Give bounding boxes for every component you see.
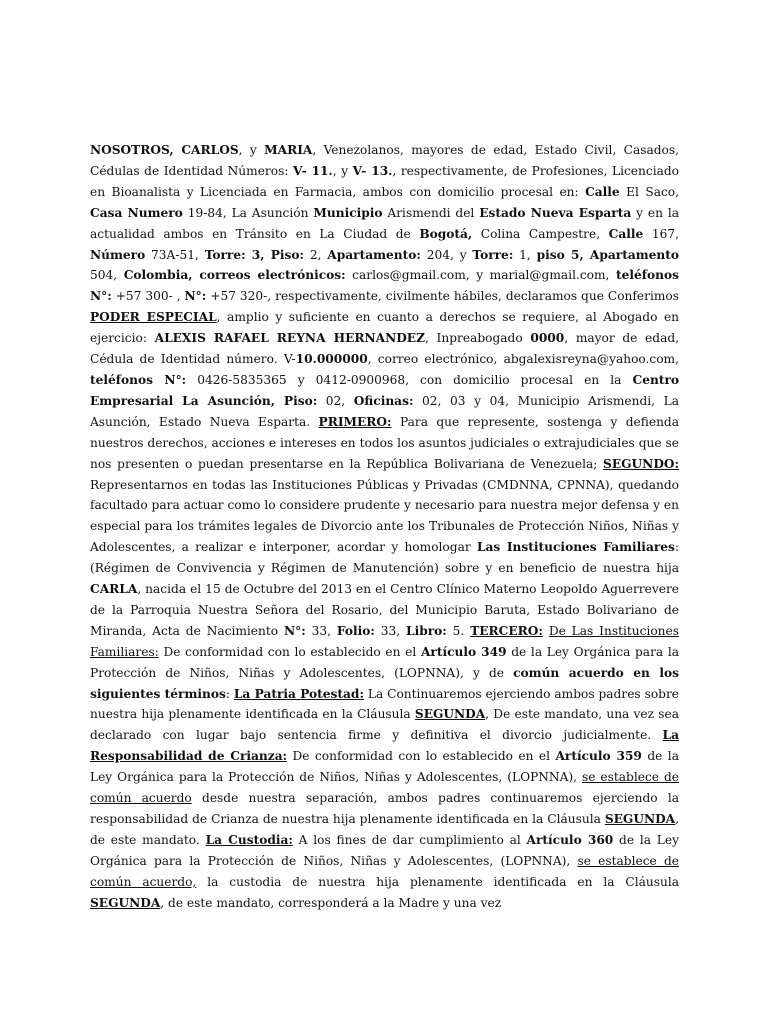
text-run: , Inpreabogado [425, 331, 531, 346]
emphasized-text-run: V- 11. [293, 163, 333, 178]
emphasized-text-run: común acuerdo en los siguientes términos [90, 665, 679, 701]
emphasized-text-run: SEGUNDO: [603, 456, 679, 471]
emphasized-text-run: La Custodia: [205, 832, 293, 847]
emphasized-text-run: Número [90, 247, 146, 262]
emphasized-text-run: NOSOTROS, CARLOS [90, 143, 239, 157]
emphasized-text-run: Centro Empresarial La Asunción, Piso: [90, 372, 680, 408]
text-run: carlos@gmail.com, y marial@gmail.com, [345, 268, 616, 283]
emphasized-text-run: Municipio [313, 205, 383, 220]
text-run: , mayor de edad, Cédula de Identidad número. V- [90, 331, 680, 367]
text-run: El Saco, [619, 184, 679, 199]
emphasized-text-run: Colombia, correos electrónicos: [123, 268, 346, 283]
emphasized-text-run: TERCERO: [470, 623, 543, 638]
text-run: 204, y [420, 247, 473, 262]
emphasized-text-run: PODER ESPECIAL [90, 310, 217, 325]
text-run: 5. [446, 623, 471, 638]
text-run: Representarnos en todas las Instituciones Públicas y Privadas (CMDNNA, CPNNA), quedando facultado para actuar como lo considere prudente y necesario para nuestra mejor defensa y en especial para los trámites legales de Divorcio ante los Tribunales de Protección Niños, Niñas y Adolescentes, a realizar e interponer, acordar y homologar [90, 477, 679, 555]
text-run: A los fines de dar cumplimiento al [292, 832, 527, 847]
text-run: 73A-51, [145, 247, 205, 262]
emphasized-text-run: Estado Nueva Esparta [479, 205, 632, 220]
text-run: 1, [513, 247, 537, 262]
emphasized-text-run: Apartamento: [327, 247, 421, 262]
text-run: , y [238, 143, 265, 157]
text-run: de la Ley Orgánica para la Protección de Niños, Niñas y Adolescentes, (LOPNNA), y de [90, 644, 679, 680]
text-run: 33, [374, 623, 407, 638]
emphasized-text-run: SEGUNDA [90, 895, 161, 910]
text-run: , y [332, 163, 353, 178]
text-run: y en la actualidad ambos en Tránsito en La Ciudad de [90, 205, 680, 241]
emphasized-text-run: N°: [283, 623, 306, 638]
text-run: 167, [643, 226, 679, 241]
emphasized-text-run: SEGUNDA [414, 707, 486, 722]
text-run: Arismendi del [382, 205, 480, 220]
poder-especial-paragraph [90, 140, 679, 914]
text-run: , amplio y suficiente en cuanto a derechos se requiere, al Abogado en ejercicio: [90, 310, 680, 346]
emphasized-text-run: ALEXIS RAFAEL REYNA HERNANDEZ [154, 331, 425, 346]
emphasized-text-run: Torre: 3, Piso: [204, 247, 304, 262]
emphasized-text-run: Calle [585, 184, 620, 199]
text-run: de la Ley Orgánica para la Protección de Niños, Niñas y Adolescentes, (LOPNNA), [90, 749, 679, 785]
text-run: , de este mandato, corresponderá a la Madre y una vez [160, 895, 502, 910]
text-run: , nacida el 15 de Octubre del 2013 en el Centro Clínico Materno Leopoldo Aguerrevere de la Parroquia Nuestra Señora del Rosario, del Municipio Baruta, Estado Bolivariano de Miranda, Acta de Nacimiento [90, 582, 679, 638]
text-run: 33, [305, 623, 337, 638]
text-run: , correo electrónico, abgalexisreyna@yahoo.com, [367, 352, 679, 367]
emphasized-text-run: se establece de común acuerdo, [90, 853, 680, 889]
text-run: 02, [317, 393, 354, 408]
text-run: Para que represente, sostenga y defienda nuestros derechos, acciones e intereses en todos los asuntos judiciales o extrajudiciales que se nos presenten o puedan presentarse en la República Bolivariana de Venezuela; [90, 414, 679, 471]
emphasized-text-run: CARLA [90, 582, 138, 597]
text-run: de la Ley Orgánica para la Protección de Niños, Niñas y Adolescentes, (LOPNNA), [90, 832, 679, 868]
text-run: , Venezolanos, mayores de edad, Estado Civil, Casados, Cédulas de Identidad Números: [90, 143, 679, 178]
emphasized-text-run: Artículo 360 [526, 832, 614, 847]
emphasized-text-run: Oficinas: [353, 393, 414, 408]
text-run: 2, [304, 247, 328, 262]
text-run: , respectivamente, de Profesiones, Licenciado en Bioanalista y Licenciada en Farmacia, ambos con domicilio procesal en: [90, 163, 679, 199]
emphasized-text-run: La Patria Potestad: [233, 686, 364, 701]
emphasized-text-run: Calle [608, 226, 644, 241]
emphasized-text-run: Artículo 349 [420, 644, 507, 659]
text-run: +57 320-, respectivamente, civilmente hábiles, declaramos que Conferimos [206, 289, 679, 304]
emphasized-text-run: La Responsabilidad de Crianza: [90, 728, 679, 764]
emphasized-text-run: piso 5, Apartamento [536, 247, 679, 262]
document-body [90, 140, 679, 914]
emphasized-text-run: PRIMERO: [318, 414, 392, 429]
emphasized-text-run: 10.000000 [295, 352, 368, 367]
text-run: , de este mandato. [90, 812, 679, 847]
emphasized-text-run: Artículo 359 [555, 749, 642, 764]
text-run: 19-84, La Asunción [182, 205, 314, 220]
text-run: , De este mandato, una vez sea declarado con lugar bajo sentencia firme y definitiva el divorcio judicialmente. [90, 707, 680, 743]
emphasized-text-run: 0000 [530, 331, 565, 346]
emphasized-text-run: Torre: [472, 247, 514, 262]
emphasized-text-run: se establece de común acuerdo [90, 770, 679, 806]
text-run: la custodia de nuestra hija plenamente identificada en la Cláusula [196, 874, 679, 889]
text-run: 504, [90, 268, 124, 283]
emphasized-text-run: N°: [184, 289, 207, 304]
text-run: 0426-5835365 y 0412-0900968, con domicilio procesal en la [186, 372, 633, 387]
emphasized-text-run: Casa Numero [90, 205, 183, 220]
emphasized-text-run: V- 13. [352, 163, 393, 178]
text-run: La Continuaremos ejerciendo ambos padres sobre nuestra hija plenamente identificada en la Cláusula [90, 686, 679, 722]
emphasized-text-run: SEGUNDA [604, 812, 676, 826]
text-run: +57 300- , [111, 289, 185, 304]
emphasized-text-run: De Las Instituciones Familiares: [90, 623, 680, 659]
text-run: 02, 03 y 04, Municipio Arismendi, La Asunción, Estado Nueva Esparta. [90, 393, 679, 429]
emphasized-text-run: teléfonos N°: [90, 268, 679, 304]
emphasized-text-run: MARIA [264, 143, 313, 157]
text-run: : (Régimen de Convivencia y Régimen de Manutención) sobre y en beneficio de nuestra hija [90, 540, 679, 576]
emphasized-text-run: Bogotá, [419, 226, 473, 241]
emphasized-text-run: Folio: [336, 623, 375, 638]
text-run: : [225, 686, 234, 701]
text-run: Colina Campestre, [472, 226, 609, 241]
text-run: desde nuestra separación, ambos padres continuaremos ejerciendo la responsabilidad de Crianza de nuestra hija plenamente identificada en la Cláusula [90, 791, 679, 826]
emphasized-text-run: teléfonos N°: [90, 372, 187, 387]
emphasized-text-run: Las Instituciones Familiares [476, 540, 675, 555]
text-run: De conformidad con lo establecido en el [158, 644, 421, 659]
emphasized-text-run: Libro: [406, 623, 447, 638]
text-run: De conformidad con lo establecido en el [287, 749, 556, 764]
